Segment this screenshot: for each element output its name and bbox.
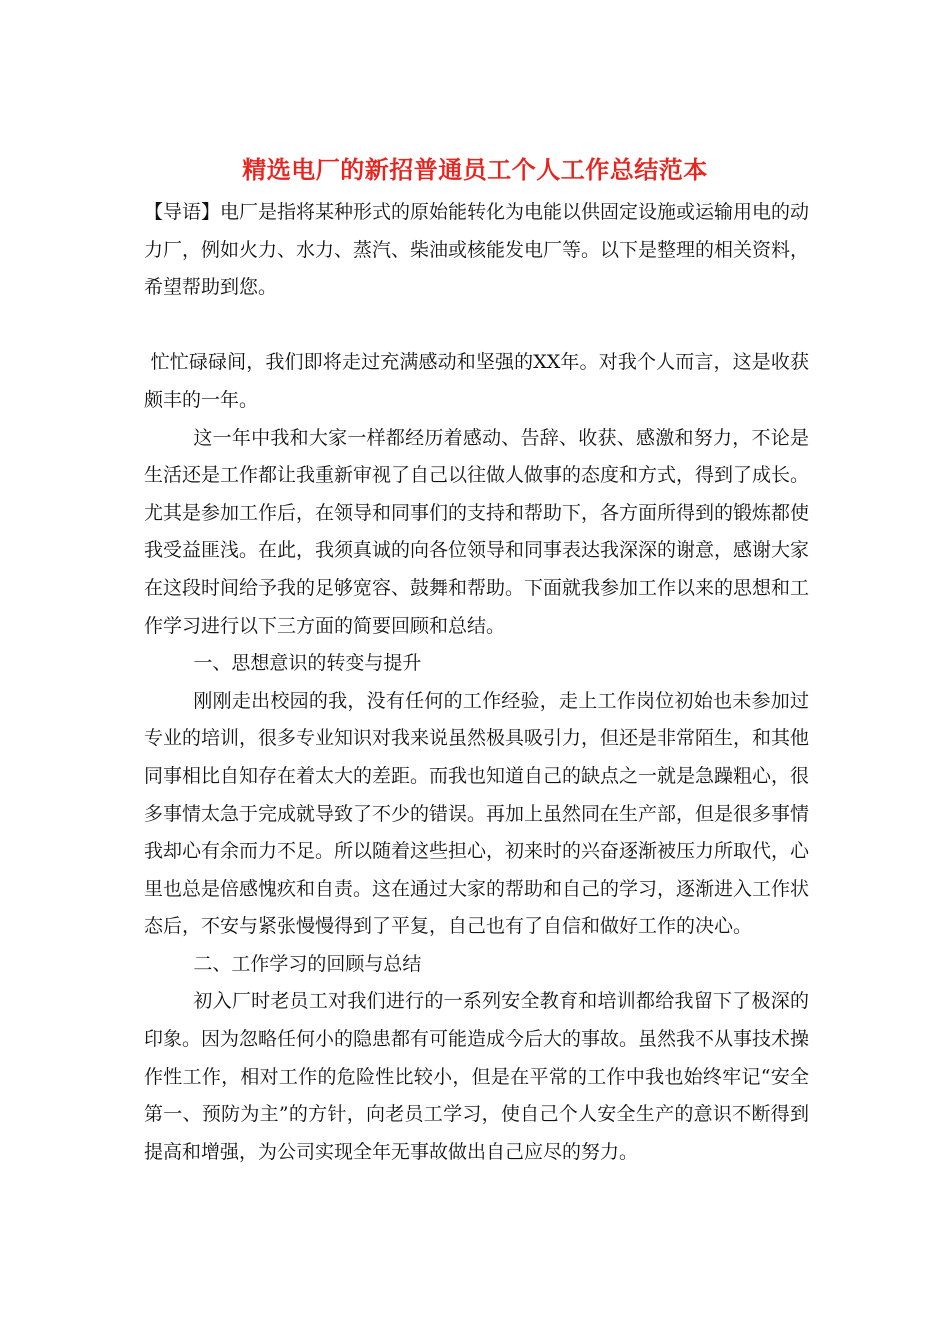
section-heading-thinking: 一、思想意识的转变与提升 xyxy=(193,652,422,675)
paragraph-safety: 初入厂时老员工对我们进行的一系列安全教育和培训都给我留下了极深的印象。因为忽略任何小的隐患都有可能造成今后大的事故。虽然我不从事技术操作性工作，相对工作的危险性比较小，但是在平常的工作中我也始终牢记“安全第一、预防为主”的方针，向老员工学习，使自己个人安全生产的意识不断得到提高和增强，为公司实现全年无事故做出自己应尽的努力。 xyxy=(144,990,810,1163)
document-title: 精选电厂的新招普通员工个人工作总结范本 xyxy=(242,155,708,184)
document-body xyxy=(144,194,809,1171)
section-heading-work-study: 二、工作学习的回顾与总结 xyxy=(193,952,422,975)
paragraph-opening: 忙忙碌碌间，我们即将走过充满感动和坚强的XX年。对我个人而言，这是收获颇丰的一年。 xyxy=(144,351,809,411)
intro-paragraph: 【导语】电厂是指将某种形式的原始能转化为电能以供固定设施或运输用电的动力厂，例如火力、水力、蒸汽、柴油或核能发电厂等。以下是整理的相关资料，希望帮助到您。 xyxy=(144,201,810,299)
paragraph-gap xyxy=(144,307,809,345)
paragraph-thinking: 刚刚走出校园的我，没有任何的工作经验，走上工作岗位初始也未参加过专业的培训，很多专业知识对我来说虽然极具吸引力，但还是非常陌生，和其他同事相比自知存在着太大的差距。而我也知道自己的缺点之一就是急躁粗心，很多事情太急于完成就导致了不少的错误。再加上虽然同在生产部，但是很多事情我却心有余而力不足。所以随着这些担心，初来时的兴奋逐渐被压力所取代，心里也总是倍感愧疚和自责。这在通过大家的帮助和自己的学习，逐渐进入工作状态后，不安与紧张慢慢得到了平复，自己也有了自信和做好工作的决心。 xyxy=(144,689,810,938)
paragraph-year-review: 这一年中我和大家一样都经历着感动、告辞、收获、感激和努力，不论是生活还是工作都让我重新审视了自己以往做人做事的态度和方式，得到了成长。尤其是参加工作后，在领导和同事们的支持和帮助下，各方面所得到的锻炼都使我受益匪浅。在此，我须真诚的向各位领导和同事表达我深深的谢意，感谢大家在这段时间给予我的足够宽容、鼓舞和帮助。下面就我参加工作以来的思想和工作学习进行以下三方面的简要回顾和总结。 xyxy=(144,426,810,637)
